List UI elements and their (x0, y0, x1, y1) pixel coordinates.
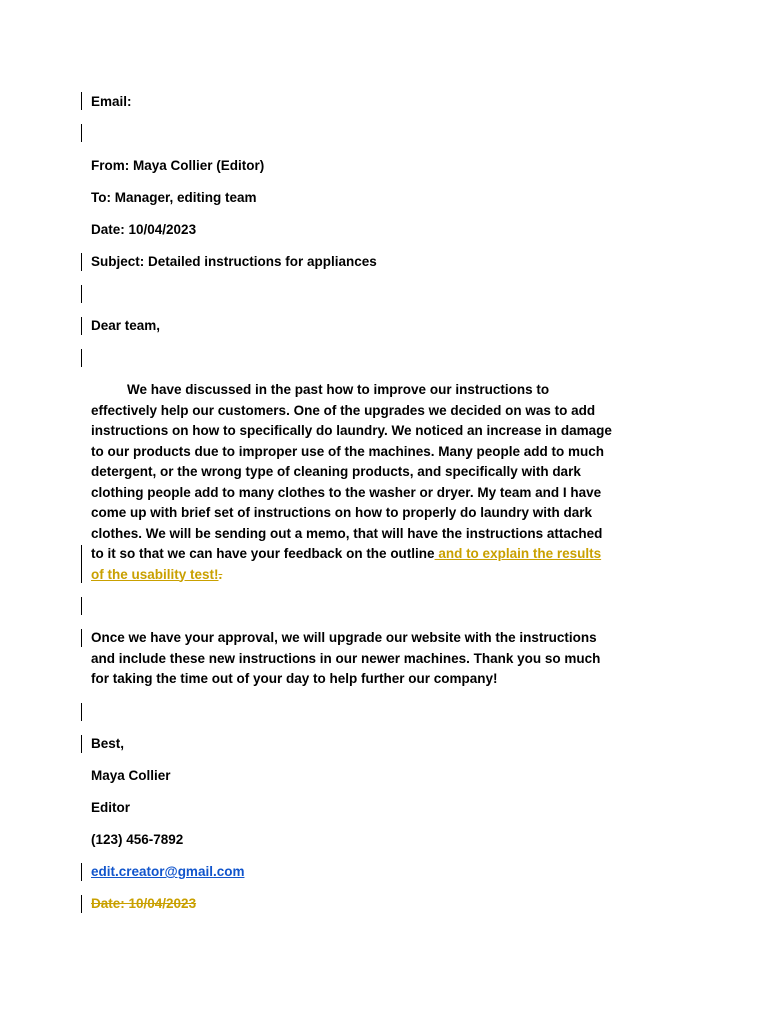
change-bar (81, 92, 82, 110)
change-bar (81, 317, 82, 335)
paragraph-text: to it so that we can have your feedback on the outline (91, 546, 435, 561)
paragraph-line: detergent, or the wrong type of cleaning products, and specifically with dark (91, 464, 581, 479)
email-link[interactable]: edit.creator@gmail.com (91, 864, 245, 879)
paragraph-line (91, 380, 691, 401)
paragraph-line: Once we have your approval, we will upgrade our website with the instructions (91, 630, 597, 645)
paragraph-line: and include these new instructions in our newer machines. Thank you so much (91, 650, 601, 666)
change-bar (81, 895, 82, 913)
deleted-date[interactable]: Date: 10/04/2023 (91, 896, 197, 911)
change-bar (81, 735, 82, 753)
paragraph-line: effectively help our customers. One of the upgrades we decided on was to add (91, 402, 596, 418)
inserted-text[interactable]: of the usability test! (91, 566, 219, 582)
paragraph-text: We have discussed in the past how to improve our instructions to (127, 382, 550, 397)
signature-name: Maya Collier (91, 768, 171, 783)
body-paragraph-1 (91, 380, 691, 585)
signature-title: Editor (91, 800, 130, 815)
change-bar (81, 545, 82, 583)
paragraph-line: come up with brief set of instructions on how to properly do laundry with dark (91, 505, 593, 520)
date-line: Date: 10/04/2023 (91, 222, 197, 237)
deleted-text[interactable]: . (218, 566, 223, 582)
paragraph-line (91, 565, 691, 586)
change-bar (81, 597, 82, 615)
paragraph-line: to our products due to improper use of the machines. Many people add to much (91, 443, 605, 459)
paragraph-line: instructions on how to specifically do laundry. We noticed an increase in damage (91, 423, 612, 438)
paragraph-line: clothes. We will be sending out a memo, that will have the instructions attached (91, 525, 603, 541)
change-bar (81, 253, 82, 271)
from-line: From: Maya Collier (Editor) (91, 158, 265, 173)
change-bar (81, 629, 82, 647)
closing: Best, (91, 736, 125, 751)
signature-phone: (123) 456-7892 (91, 832, 184, 847)
change-bar (81, 285, 82, 303)
paragraph-line: for taking the time out of your day to help further our company! (91, 671, 498, 686)
change-bar (81, 124, 82, 142)
email-label: Email: (91, 94, 132, 109)
inserted-text[interactable]: and to explain the results (434, 546, 602, 561)
paragraph-line: clothing people add to many clothes to the washer or dryer. My team and I have (91, 484, 602, 500)
paragraph-line (91, 544, 691, 565)
to-line: To: Manager, editing team (91, 190, 257, 205)
greeting: Dear team, (91, 318, 161, 333)
change-bar (81, 703, 82, 721)
change-bar (81, 863, 82, 881)
body-paragraph-2 (91, 628, 691, 690)
subject-line: Subject: Detailed instructions for appliances (91, 254, 377, 269)
change-bar (81, 349, 82, 367)
